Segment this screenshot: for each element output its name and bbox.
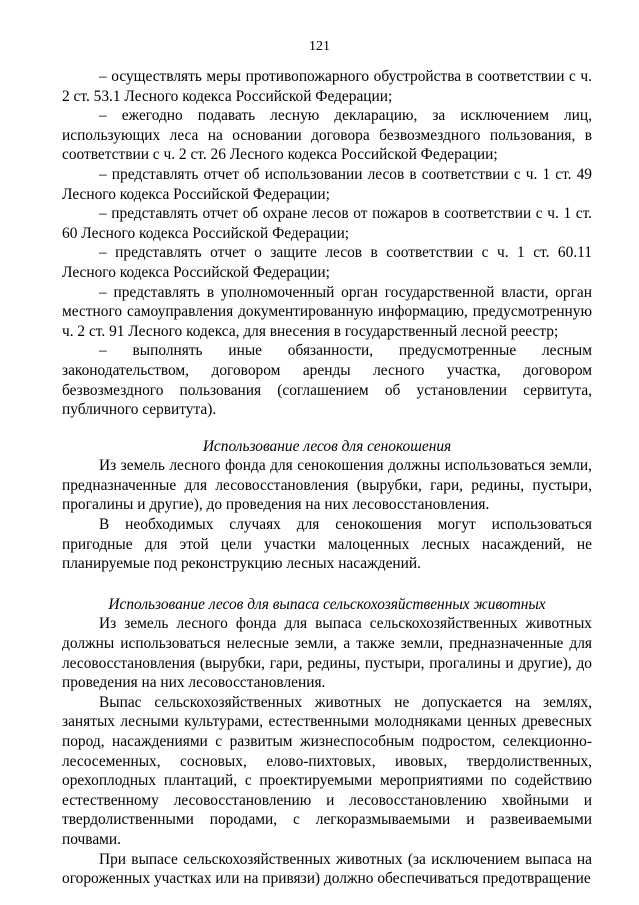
paragraph: Из земель лесного фонда для выпаса сельскохозяйственных животных должны использоваться нелесные земли, а также земли, предназначенные для лесовосстановления (вырубки, гари, редины, пустыри, прогалины и другие), до проведения на них лесовосстановления. (62, 615, 592, 692)
list-item: – выполнять иные обязанности, предусмотренные лесным законодательством, договором аренды лесного участка, договором безвозмездного пользования (соглашением об установлении сервитута, публичного сервитута). (62, 342, 592, 419)
list-item: – ежегодно подавать лесную декларацию, за исключением лиц, использующих леса на основании договора безвозмездного пользования, в соответствии с ч. 2 ст. 26 Лесного кодекса Российской Федерации; (62, 107, 592, 164)
paragraph: Из земель лесного фонда для сенокошения должны использоваться земли, предназначенные для лесовосстановления (вырубки, гари, редины, пустыри, прогалины и другие), до проведения на них лесовосстановления. (62, 457, 592, 514)
paragraph: При выпасе сельскохозяйственных животных (за исключением выпаса на огороженных участках или на привязи) должно обеспечиваться предотвращение (62, 850, 592, 888)
page-number: 121 (309, 39, 330, 54)
document-body (62, 67, 592, 889)
list-item: – представлять в уполномоченный орган государственной власти, орган местного самоуправления документированную информацию, предусмотренную ч. 2 ст. 91 Лесного кодекса, для внесения в государственный лесной реестр; (62, 283, 592, 340)
list-item: – представлять отчет об использовании лесов в соответствии с ч. 1 ст. 49 Лесного кодекса Российской Федерации; (62, 165, 592, 203)
paragraph: Выпас сельскохозяйственных животных не допускается на землях, занятых лесными культурами, естественными молодняками ценных древесных пород, насаждениями с развитым жизнеспособным подростом, селекционно-лесосеменных, сосновых, елово-пихтовых, ивовых, твердолиственных, орехоплодных плантаций, с проектируемыми мероприятиями по содействию естественному лесовосстановлению и лесовосстановлению хвойными и твердолиственными породами, с легкоразмываемыми и развеиваемыми почвами. (62, 693, 592, 848)
list-item: – представлять отчет о защите лесов в соответствии с ч. 1 ст. 60.11 Лесного кодекса Российской Федерации; (62, 244, 592, 281)
obligations-list (62, 67, 592, 420)
section-heading-haymaking: Использование лесов для сенокошения (202, 437, 452, 455)
section-heading-grazing: Использование лесов для выпаса сельскохозяйственных животных (108, 595, 546, 613)
list-item: – осуществлять меры противопожарного обустройства в соответствии с ч. 2 ст. 53.1 Лесного кодекса Российской Федерации; (62, 68, 592, 105)
paragraph: В необходимых случаях для сенокошения могут использоваться пригодные для этой цели участки малоценных лесных насаждений, не планируемые под реконструкцию лесных насаждений. (62, 516, 592, 573)
list-item: – представлять отчет об охране лесов от пожаров в соответствии с ч. 1 ст. 60 Лесного кодекса Российской Федерации; (62, 205, 592, 242)
